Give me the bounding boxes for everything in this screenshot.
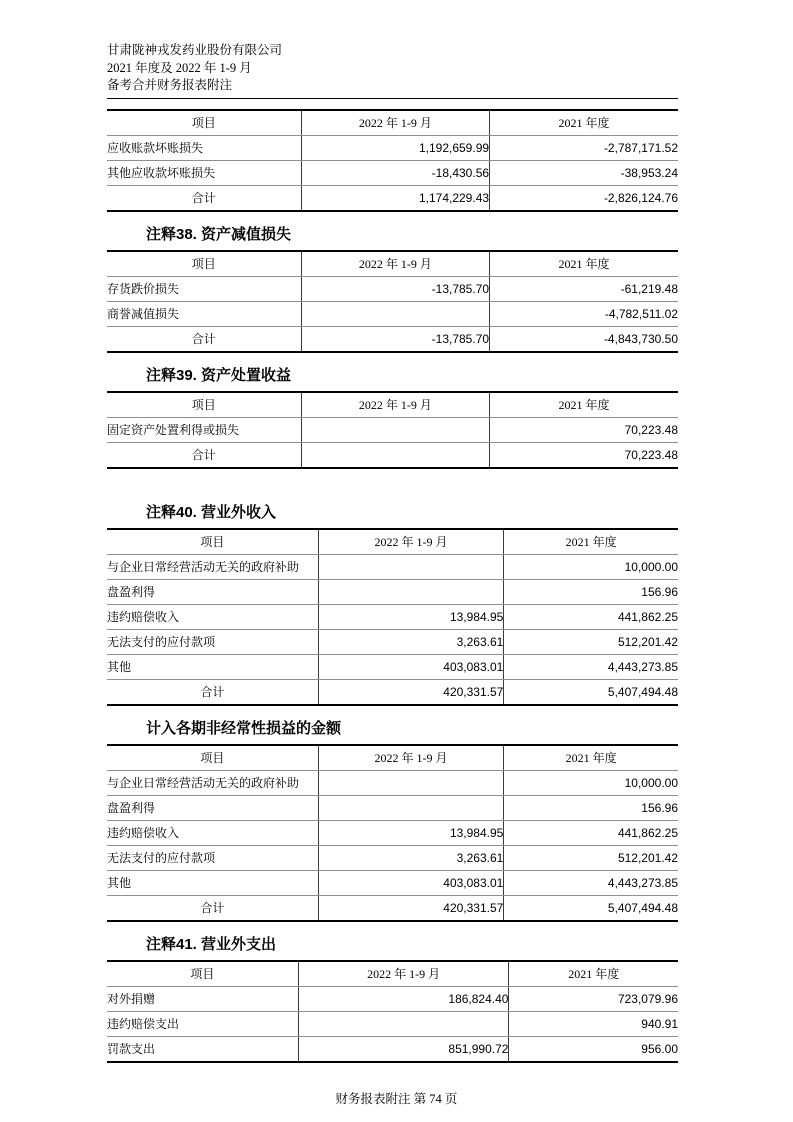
nonrecurring-gains-table bbox=[107, 744, 678, 922]
column-header: 项目 bbox=[107, 251, 301, 277]
report-period: 2021 年度及 2022 年 1-9 月 bbox=[107, 60, 252, 75]
header-row bbox=[107, 961, 678, 987]
table-row bbox=[107, 160, 678, 185]
column-header: 2022 年 1-9 月 bbox=[318, 745, 504, 771]
column-header: 项目 bbox=[107, 529, 318, 555]
section-note40 bbox=[107, 503, 678, 706]
table-row bbox=[107, 604, 678, 629]
value-2022-cell: 13,984.95 bbox=[318, 820, 504, 845]
total-row bbox=[107, 326, 678, 352]
header-row bbox=[107, 251, 678, 277]
value-2021-cell: 70,223.48 bbox=[490, 417, 678, 442]
item-cell: 其他应收款坏账损失 bbox=[107, 160, 301, 185]
value-2022-cell: 403,083.01 bbox=[318, 870, 504, 895]
value-2021-cell: 441,862.25 bbox=[504, 820, 678, 845]
value-2021-cell: 940.91 bbox=[509, 1011, 678, 1036]
table-row bbox=[107, 1011, 678, 1036]
value-2021-cell: -2,787,171.52 bbox=[490, 135, 678, 160]
header-row bbox=[107, 529, 678, 555]
item-cell: 对外捐赠 bbox=[107, 986, 298, 1011]
total-row bbox=[107, 895, 678, 921]
column-header: 2021 年度 bbox=[504, 745, 678, 771]
column-header: 2022 年 1-9 月 bbox=[318, 529, 504, 555]
section-title-nonrecurring: 计入各期非经常性损益的金额 bbox=[146, 719, 342, 737]
value-2021-cell: 723,079.96 bbox=[509, 986, 678, 1011]
header-row bbox=[107, 110, 678, 136]
value-2022-cell bbox=[301, 301, 489, 326]
column-header: 2022 年 1-9 月 bbox=[301, 392, 489, 418]
item-cell: 应收账款坏账损失 bbox=[107, 135, 301, 160]
value-2022-cell bbox=[318, 770, 504, 795]
table-row bbox=[107, 554, 678, 579]
item-cell: 盘盈利得 bbox=[107, 795, 318, 820]
header-row bbox=[107, 745, 678, 771]
item-cell: 违约赔偿收入 bbox=[107, 820, 318, 845]
value-2021-cell: 5,407,494.48 bbox=[504, 895, 678, 921]
column-header: 项目 bbox=[107, 110, 301, 136]
column-header: 2021 年度 bbox=[490, 392, 678, 418]
item-cell: 固定资产处置利得或损失 bbox=[107, 417, 301, 442]
item-cell: 其他 bbox=[107, 654, 318, 679]
table-row bbox=[107, 820, 678, 845]
value-2021-cell: 10,000.00 bbox=[504, 554, 678, 579]
item-cell: 合计 bbox=[200, 685, 225, 699]
section-title-note40: 注释40. 营业外收入 bbox=[146, 503, 277, 521]
page-footer: 财务报表附注 第 74 页 bbox=[335, 1091, 458, 1106]
item-cell: 与企业日常经营活动无关的政府补助 bbox=[107, 770, 318, 795]
value-2021-cell: 10,000.00 bbox=[504, 770, 678, 795]
value-2021-cell: -61,219.48 bbox=[490, 276, 678, 301]
section-nonrecurring bbox=[107, 719, 678, 922]
table-row bbox=[107, 276, 678, 301]
item-cell: 盘盈利得 bbox=[107, 579, 318, 604]
value-2022-cell bbox=[318, 795, 504, 820]
value-2021-cell: 156.96 bbox=[504, 579, 678, 604]
column-header: 项目 bbox=[107, 392, 301, 418]
table-row bbox=[107, 986, 678, 1011]
value-2021-cell: 156.96 bbox=[504, 795, 678, 820]
section-note41 bbox=[107, 935, 678, 1063]
value-2021-cell: 512,201.42 bbox=[504, 845, 678, 870]
section-title-note38: 注释38. 资产减值损失 bbox=[146, 225, 292, 243]
table-row bbox=[107, 417, 678, 442]
non-operating-income-table bbox=[107, 528, 678, 706]
table-row bbox=[107, 301, 678, 326]
value-2021-cell: -4,843,730.50 bbox=[490, 326, 678, 352]
column-header: 项目 bbox=[107, 745, 318, 771]
value-2021-cell: 5,407,494.48 bbox=[504, 679, 678, 705]
value-2021-cell: 70,223.48 bbox=[490, 442, 678, 468]
item-cell: 合计 bbox=[200, 901, 225, 915]
section-note38 bbox=[107, 225, 678, 353]
item-cell: 无法支付的应付款项 bbox=[107, 845, 318, 870]
value-2022-cell: 3,263.61 bbox=[318, 845, 504, 870]
section-title-note41: 注释41. 营业外支出 bbox=[146, 935, 277, 953]
value-2022-cell: 186,824.40 bbox=[298, 986, 509, 1011]
item-cell: 其他 bbox=[107, 870, 318, 895]
table-row bbox=[107, 629, 678, 654]
item-cell: 违约赔偿收入 bbox=[107, 604, 318, 629]
item-cell: 与企业日常经营活动无关的政府补助 bbox=[107, 554, 318, 579]
value-2021-cell: -4,782,511.02 bbox=[490, 301, 678, 326]
value-2022-cell: 420,331.57 bbox=[318, 679, 504, 705]
item-cell: 无法支付的应付款项 bbox=[107, 629, 318, 654]
value-2021-cell: 956.00 bbox=[509, 1036, 678, 1062]
total-row bbox=[107, 679, 678, 705]
value-2022-cell: -13,785.70 bbox=[301, 276, 489, 301]
column-header: 2021 年度 bbox=[490, 251, 678, 277]
value-2022-cell: 420,331.57 bbox=[318, 895, 504, 921]
non-operating-expense-table bbox=[107, 960, 678, 1063]
value-2021-cell: 512,201.42 bbox=[504, 629, 678, 654]
section-note39 bbox=[107, 366, 678, 469]
item-cell: 存货跌价损失 bbox=[107, 276, 301, 301]
column-header: 2021 年度 bbox=[490, 110, 678, 136]
value-2022-cell: -18,430.56 bbox=[301, 160, 489, 185]
column-header: 2022 年 1-9 月 bbox=[301, 251, 489, 277]
value-2022-cell bbox=[301, 417, 489, 442]
section-badloss-continued bbox=[107, 109, 678, 212]
value-2022-cell bbox=[298, 1011, 509, 1036]
value-2022-cell bbox=[301, 442, 489, 468]
bad-debt-loss-table bbox=[107, 109, 678, 212]
company-name: 甘肃陇神戎发药业股份有限公司 bbox=[107, 43, 283, 57]
total-row bbox=[107, 185, 678, 211]
document-header bbox=[107, 0, 678, 99]
item-cell: 合计 bbox=[191, 332, 216, 346]
table-row bbox=[107, 770, 678, 795]
column-header: 项目 bbox=[107, 961, 298, 987]
table-row bbox=[107, 135, 678, 160]
value-2022-cell bbox=[318, 554, 504, 579]
table-row bbox=[107, 1036, 678, 1062]
value-2022-cell: 851,990.72 bbox=[298, 1036, 509, 1062]
value-2022-cell: 13,984.95 bbox=[318, 604, 504, 629]
item-cell: 违约赔偿支出 bbox=[107, 1011, 298, 1036]
asset-impairment-loss-table bbox=[107, 250, 678, 353]
value-2022-cell: 403,083.01 bbox=[318, 654, 504, 679]
table-row bbox=[107, 654, 678, 679]
item-cell: 合计 bbox=[191, 448, 216, 462]
table-row bbox=[107, 870, 678, 895]
value-2021-cell: -2,826,124.76 bbox=[490, 185, 678, 211]
value-2021-cell: 4,443,273.85 bbox=[504, 654, 678, 679]
asset-disposal-income-table bbox=[107, 391, 678, 469]
value-2022-cell: 1,174,229.43 bbox=[301, 185, 489, 211]
column-header: 2021 年度 bbox=[504, 529, 678, 555]
column-header: 2021 年度 bbox=[509, 961, 678, 987]
value-2022-cell: 3,263.61 bbox=[318, 629, 504, 654]
column-header: 2022 年 1-9 月 bbox=[301, 110, 489, 136]
value-2021-cell: 4,443,273.85 bbox=[504, 870, 678, 895]
column-header: 2022 年 1-9 月 bbox=[298, 961, 509, 987]
section-title-note39: 注释39. 资产处置收益 bbox=[146, 366, 292, 384]
document-title: 备考合并财务报表附注 bbox=[107, 78, 233, 92]
value-2022-cell bbox=[318, 579, 504, 604]
page-content bbox=[107, 109, 678, 1063]
value-2022-cell: 1,192,659.99 bbox=[301, 135, 489, 160]
table-row bbox=[107, 795, 678, 820]
item-cell: 合计 bbox=[191, 191, 216, 205]
table-row bbox=[107, 579, 678, 604]
value-2021-cell: 441,862.25 bbox=[504, 604, 678, 629]
table-row bbox=[107, 845, 678, 870]
item-cell: 商誉减值损失 bbox=[107, 301, 301, 326]
item-cell: 罚款支出 bbox=[107, 1042, 156, 1056]
header-row bbox=[107, 392, 678, 418]
value-2022-cell: -13,785.70 bbox=[301, 326, 489, 352]
value-2021-cell: -38,953.24 bbox=[490, 160, 678, 185]
total-row bbox=[107, 442, 678, 468]
